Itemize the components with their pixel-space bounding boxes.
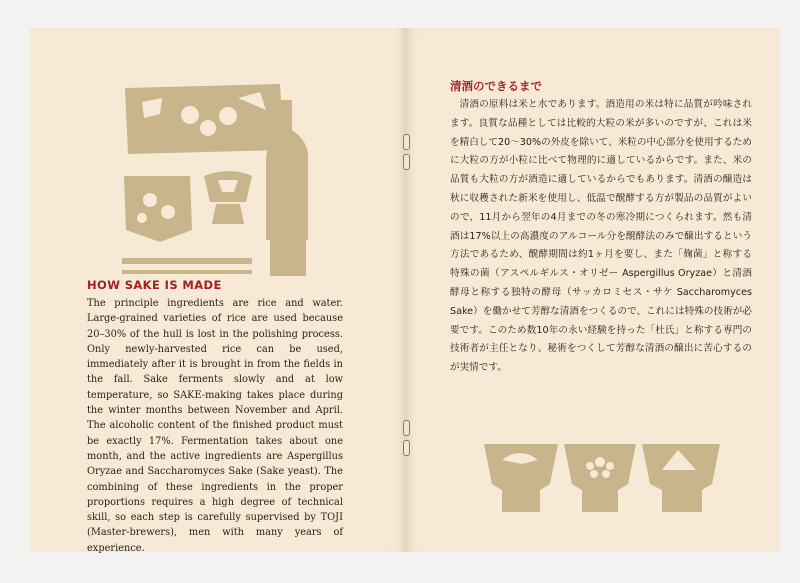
right-page — [406, 28, 780, 552]
staple-bottom-2 — [403, 440, 410, 456]
open-booklet — [30, 28, 780, 552]
english-title: HOW SAKE IS MADE — [87, 278, 222, 292]
staple-top-2 — [403, 154, 410, 170]
japanese-title: 清酒のできるまで — [450, 79, 542, 93]
left-page — [30, 28, 406, 552]
staple-bottom — [403, 420, 410, 436]
sake-cups-illustration — [482, 440, 722, 520]
sake-food-illustration — [120, 80, 310, 280]
english-body-text: The principle ingredients are rice and water. Large-grained varieties of rice are used because 20–30% of the hull is lost in the polishing process. Only newly-harvested rice can be used, immediately after it is brought in from the fields in the fall. Sake ferments slowly and at low temperature, so SAKE-making takes place during the winter months between November and April. The alcoholic content of the finished product must be exactly 17%. Fermentation takes about one month, and the active ingredients are Aspergillus Oryzae and Saccharomyces Sake (Sake yeast). The combining of these ingredients in the proper proportions requires a high degree of technical skill, so each step is carefully supervised by TOJI (Master-brewers), men with many years of experience. — [87, 298, 343, 554]
staple-top — [403, 134, 410, 150]
japanese-body-text: 清酒の原料は米と水であります。酒造用の米は特に品質が吟味されます。良質な品種としては比較的大粒の米が多いのですが、これは米を精白して20～30%の外皮を除いて、米粒の中心部分を使用するために大粒の方が小粒に比べて物理的に適しているからです。また、米の品質も大粒の方が酒造に適しているからでもあります。清酒の醸造は秋に収穫された新米を使用し、低温で醗酵する方が製品の品質がよいので、11月から翌年の4月までの冬の寒冷期につくられます。然も清酒は17%以上の高濃度のアルコール分を醗酵法のみで醸出するという方法であるため、醗酵期間は約1ヶ月を要し、また「麹菌」と称する特殊の菌（アスペルギルス・オリゼー Aspergillus Oryzae）と清酒酵母と称する独特の酵母（サッカロミセス・サケ Saccharomyces Sake）を働かせて芳醇な清酒をつくるので、これには特殊の技術が必要です。このため数10年の永い経験を持った「杜氏」と称する専門の技術者が主任となり、秘術をつくして芳醇な清酒の醸出に苦心するのが実情です。 — [450, 99, 752, 374]
